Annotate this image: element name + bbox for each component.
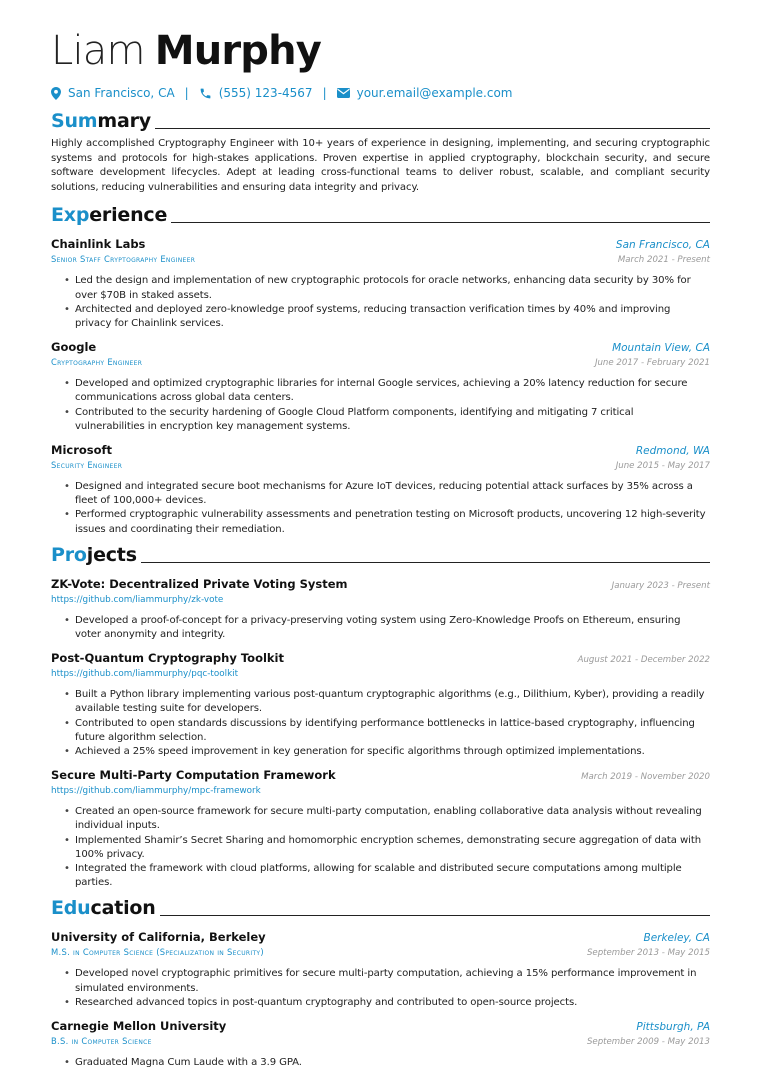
bullet-item: • Researched advanced topics in post-quantum cryptography and contributed to open-source projects.	[75, 996, 710, 1010]
bullet-list	[51, 614, 710, 642]
experience-heading	[51, 203, 710, 227]
project-entry	[51, 577, 710, 642]
school-name: Carnegie Mellon University	[51, 1019, 227, 1034]
project-name: ZK-Vote: Decentralized Private Voting System	[51, 576, 348, 591]
phone-icon	[199, 87, 212, 100]
entry-date: June 2015 - May 2017	[615, 461, 710, 471]
entry-date: September 2013 - May 2015	[586, 948, 710, 959]
section-title: Summary	[51, 110, 151, 132]
project-entry	[51, 651, 710, 759]
education-entry	[51, 1019, 710, 1070]
experience-entry	[51, 340, 710, 434]
bullet-item: • Graduated Magna Cum Laude with a 3.9 GPA.	[75, 1056, 710, 1070]
email-item[interactable]	[337, 85, 513, 101]
entry-date: September 2009 - May 2013	[586, 1037, 710, 1048]
bullet-list	[51, 480, 710, 537]
entry-date: June 2017 - February 2021	[594, 358, 710, 369]
entry-location: Pittsburgh, PA	[636, 1021, 710, 1034]
projects-heading	[51, 543, 710, 567]
employer-name: Google	[51, 340, 97, 355]
bullet-item: • Created an open-source framework for secure multi-party computation, enabling collaborative data analysis without revealing individual inputs.	[75, 805, 710, 833]
section-title: Experience	[51, 204, 168, 227]
phone-item[interactable]	[199, 85, 313, 101]
bullet-item: • Achieved a 25% speed improvement in key generation for specific algorithms through optimized implementations.	[75, 745, 710, 759]
degree: B.S. in Computer Science	[51, 1036, 152, 1047]
bullet-item: • Performed cryptographic vulnerability assessments and penetration testing on Microsoft products, uncovering 12 high-severity issues and coordinating their remediation.	[75, 508, 710, 536]
school-name: University of California, Berkeley	[51, 930, 266, 945]
entry-location: Redmond, WA	[635, 445, 710, 457]
map-pin-icon	[51, 87, 61, 100]
section-rule	[160, 915, 710, 916]
project-link[interactable]: https://github.com/liammurphy/mpc-framework	[51, 786, 261, 797]
bullet-item: • Contributed to open standards discussions by identifying performance bottlenecks in lattice-based cryptography, influencing future algorithm selection.	[75, 717, 710, 745]
entry-date: August 2021 - December 2022	[577, 655, 710, 666]
bullet-list	[51, 1056, 710, 1070]
entry-location: San Francisco, CA	[615, 239, 710, 252]
bullet-list	[51, 688, 710, 759]
degree: M.S. in Computer Science (Specialization in Security)	[51, 947, 264, 958]
bullet-list	[51, 377, 710, 434]
entry-location: Berkeley, CA	[643, 932, 710, 945]
location-item	[51, 85, 175, 101]
bullet-item: • Developed novel cryptographic primitives for secure multi-party computation, achieving a 15% performance improvement in simulated environments.	[75, 967, 710, 995]
section-rule	[155, 128, 710, 129]
job-title: Cryptography Engineer	[51, 357, 143, 368]
bullet-item: • Developed a proof-of-concept for a privacy-preserving voting system using Zero-Knowledge Proofs on Ethereum, ensuring voter anonymity and integrity.	[75, 614, 710, 642]
entry-date: March 2019 - November 2020	[581, 772, 710, 783]
education-entry	[51, 930, 710, 1010]
employer-name: Chainlink Labs	[51, 237, 146, 252]
education-heading	[51, 896, 710, 920]
bullet-item: • Implemented Shamir’s Secret Sharing and homomorphic encryption schemes, demonstrating secure aggregation of data with 100% privacy.	[75, 834, 710, 862]
experience-entry	[51, 443, 710, 537]
job-title: Security Engineer	[51, 460, 123, 470]
entry-date: March 2021 - Present	[617, 255, 710, 266]
summary-text: Highly accomplished Cryptography Engineer with 10+ years of experience in designing, implementing, and securing cryptographic systems and protocols for high-stakes applications. Proven expertise in applied cryptography, blockchain security, and secure software development lifecycles. Adept at leading cross-functional teams to deliver robust, scalable, and compliant security solutions, reducing vulnerabilities and ensuring data integrity and privacy.	[51, 138, 710, 193]
section-rule	[141, 562, 710, 563]
bullet-item: • Built a Python library implementing various post-quantum cryptographic algorithms (e.g., Dilithium, Kyber), providing a readily available testing suite for developers.	[75, 688, 710, 716]
bullet-item: • Integrated the framework with cloud platforms, allowing for scalable and distributed secure computations among multiple parties.	[75, 862, 710, 890]
entry-date: January 2023 - Present	[611, 580, 710, 591]
last-name: Murphy	[154, 28, 322, 74]
project-entry	[51, 768, 710, 890]
entry-location: Mountain View, CA	[612, 342, 710, 355]
project-link[interactable]: https://github.com/liammurphy/zk-vote	[51, 594, 224, 605]
bullet-list	[51, 274, 710, 331]
envelope-icon	[337, 88, 350, 98]
phone-text: (555) 123-4567	[218, 86, 313, 100]
contact-separator: |	[322, 86, 327, 100]
section-title: Education	[51, 897, 156, 920]
bullet-item: • Architected and deployed zero-knowledge proof systems, reducing transaction verification times by 40% and improving privacy for Chainlink services.	[75, 303, 710, 331]
summary-heading	[51, 109, 710, 133]
employer-name: Microsoft	[51, 443, 113, 457]
experience-entry	[51, 237, 710, 331]
job-title: Senior Staff Cryptography Engineer	[51, 254, 196, 265]
project-name: Secure Multi-Party Computation Framework	[51, 768, 336, 783]
bullet-item: • Developed and optimized cryptographic libraries for internal Google services, achieving a 20% latency reduction for secure communications across global data centers.	[75, 377, 710, 405]
bullet-item: • Led the design and implementation of new cryptographic protocols for oracle networks, enhancing data security by 30% for over $70B in staked assets.	[75, 274, 710, 302]
contact-line	[51, 85, 710, 101]
project-link[interactable]: https://github.com/liammurphy/pqc-toolkit	[51, 669, 239, 680]
project-name: Post-Quantum Cryptography Toolkit	[51, 651, 284, 666]
section-rule	[171, 222, 710, 223]
contact-separator: |	[184, 86, 189, 100]
first-name: Liam	[51, 28, 145, 74]
location-text: San Francisco, CA	[68, 86, 175, 100]
section-title: Projects	[51, 543, 137, 566]
bullet-list	[51, 805, 710, 890]
candidate-name	[51, 28, 710, 74]
email-text: your.email@example.com	[356, 86, 513, 100]
bullet-list	[51, 967, 710, 1010]
bullet-item: • Designed and integrated secure boot mechanisms for Azure IoT devices, reducing potential attack surfaces by 35% across a fleet of 100,000+ devices.	[75, 480, 710, 508]
bullet-item: • Contributed to the security hardening of Google Cloud Platform components, identifying and mitigating 7 critical vulnerabilities in encryption key management systems.	[75, 406, 710, 434]
